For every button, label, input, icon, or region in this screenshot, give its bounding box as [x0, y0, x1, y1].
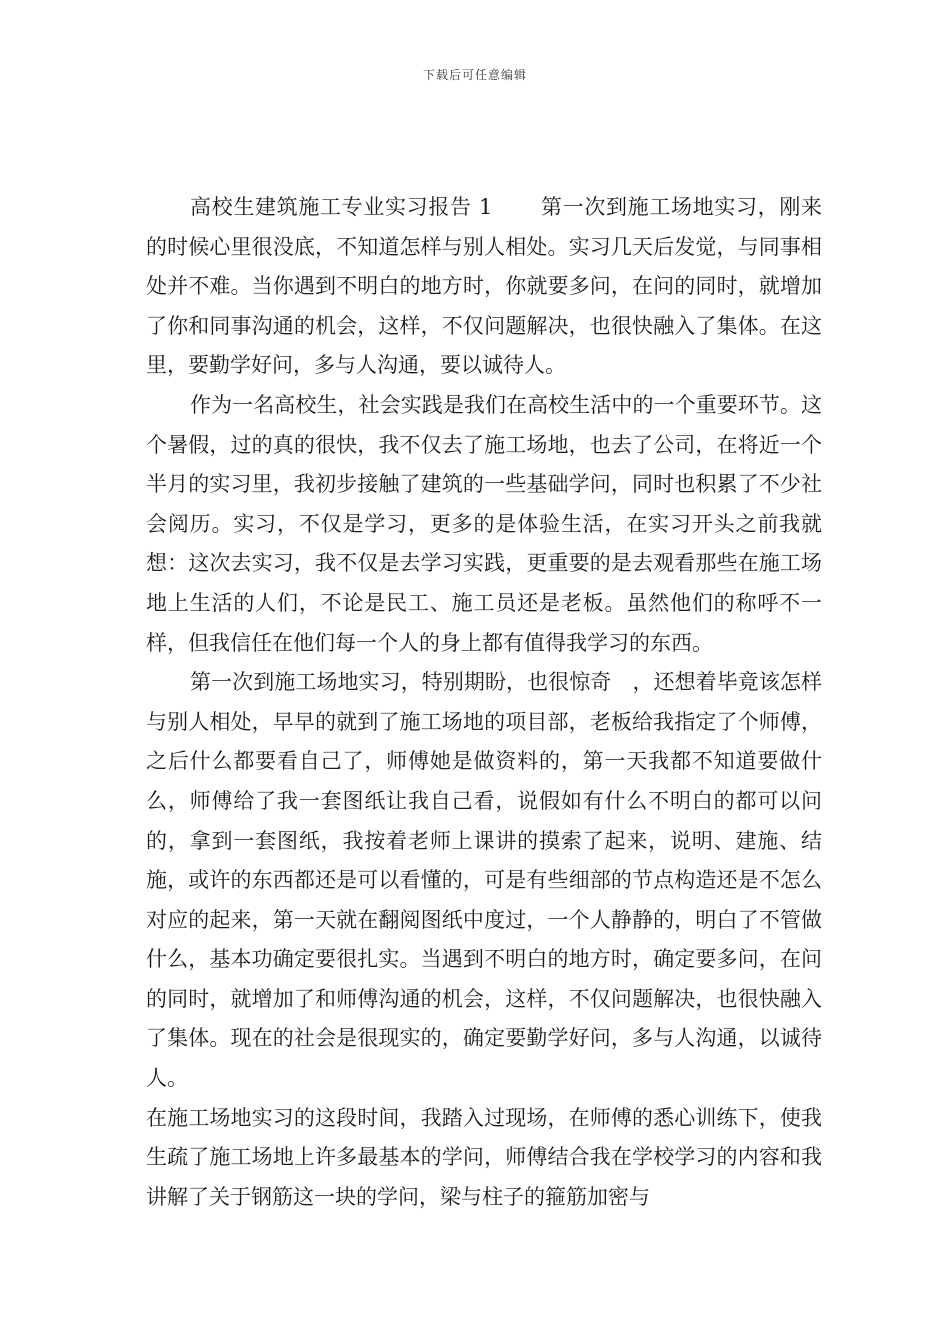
paragraph-2: 作为一名高校生，社会实践是我们在高校生活中的一个重要环节。这个暑假，过的真的很快，我不仅去了施工场地，也去了公司，在将近一个半月的实习里，我初步接触了建筑的一些基础学问，同时也积累了不少社会阅历。实习，不仅是学习，更多的是体验生活，在实习开头之前我就想：这次去实习，我不仅是去学习实践，更重要的是去观看那些在施工场地上生活的人们，不论是民工、施工员还是老板。虽然他们的称呼不一样，但我信任在他们每一个人的身上都有值得我学习的东西。 — [146, 392, 822, 655]
intro-paragraph — [146, 188, 822, 386]
page-header-note: 下载后可任意编辑 — [422, 68, 527, 82]
document-body — [146, 188, 822, 1217]
paragraph-4: 在施工场地实习的这段时间，我踏入过现场，在师傅的悉心训练下，使我生疏了施工场地上许多最基本的学问，师傅结合我在学校学习的内容和我讲解了关于钢筋这一块的学问，梁与柱子的箍筋加密与 — [146, 1105, 822, 1209]
paragraph-1: 第一次到施工场地实习，刚来的时候心里很没底，不知道怎样与别人相处。实习几天后发觉，与同事相处并不难。当你遇到不明白的地方时，你就要多问，在问的同时，就增加了你和同事沟通的机会，这样，不仅问题解决，也很快融入了集体。在这里，要勤学好问，多与人沟通，要以诚待人。 — [146, 195, 823, 378]
document-title: 高校生建筑施工专业实习报告 1 — [190, 195, 493, 219]
paragraph-3: 第一次到施工场地实习，特别期盼，也很惊奇 ，还想着毕竟该怎样与别人相处，早早的就到了施工场地的项目部，老板给我指定了个师傅，之后什么都要看自己了，师傅她是做资料的，第一天我都不知道要做什么，师傅给了我一套图纸让我自己看，说假如有什么不明白的都可以问的，拿到一套图纸，我按着老师上课讲的摸索了起来，说明、建施、结施，或许的东西都还是可以看懂的，可是有些细部的节点构造还是不怎么对应的起来，第一天就在翻阅图纸中度过，一个人静静的，明白了不管做什么，基本功确定要很扎实。当遇到不明白的地方时，确定要多问，在问的同时，就增加了和师傅沟通的机会，这样，不仅问题解决，也很快融入了集体。现在的社会是很现实的，确定要勤学好问，多与人沟通，以诚待人。 — [146, 670, 822, 1091]
